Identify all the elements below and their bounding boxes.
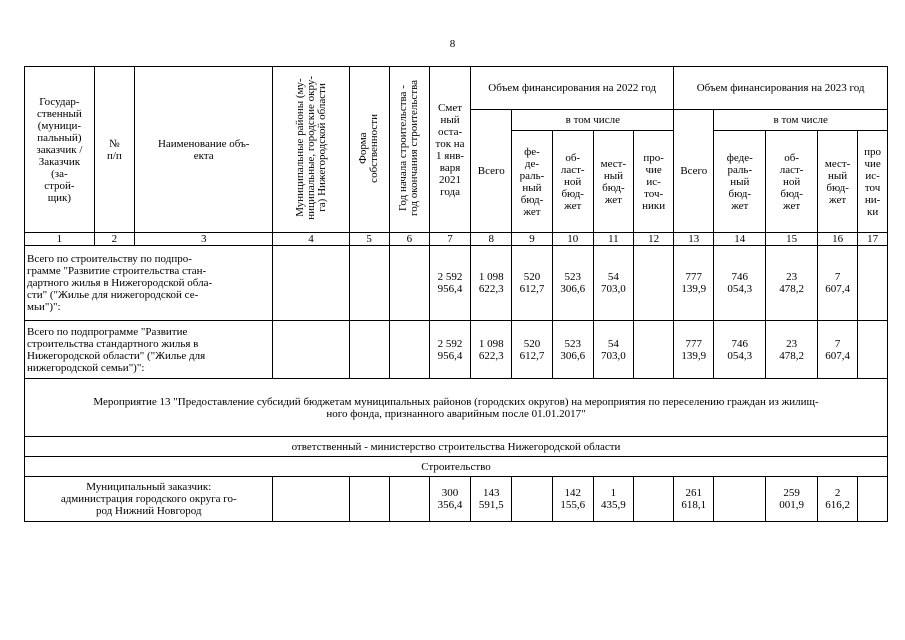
federal-2022-value: 520 612,7 bbox=[512, 246, 552, 321]
header-financing-2023: Объем финансирования на 2023 год bbox=[674, 67, 888, 110]
row-label: Всего по подпрограмме "Развитие строительства стандартного жилья в Нижегородской области" ("Жилье для нижегородской семьи")": bbox=[25, 321, 273, 379]
local-2023-value: 7 607,4 bbox=[818, 321, 858, 379]
column-number: 17 bbox=[858, 233, 888, 246]
table-cell bbox=[273, 321, 349, 379]
table-cell bbox=[349, 477, 389, 522]
header-local-2023: мест- ный бюд- жет bbox=[818, 131, 858, 233]
regional-2023-value: 259 001,9 bbox=[766, 477, 818, 522]
column-number: 8 bbox=[471, 233, 512, 246]
column-number: 6 bbox=[389, 233, 429, 246]
regional-2022-value: 142 155,6 bbox=[552, 477, 593, 522]
row-label: Всего по строительству по подпро- грамме "Развитие строительства стан- дартного жилья в Нижегородской обла- сти" ("Жилье для нижегородской се- мьи")": bbox=[25, 246, 273, 321]
column-number: 11 bbox=[593, 233, 633, 246]
header-regional-2022: об- ласт- ной бюд- жет bbox=[552, 131, 593, 233]
table-row bbox=[25, 437, 888, 457]
federal-2023-value: 746 054,3 bbox=[714, 321, 766, 379]
column-number: 9 bbox=[512, 233, 552, 246]
table-cell bbox=[273, 246, 349, 321]
table-row bbox=[25, 379, 888, 437]
total-2023-value: 261 618,1 bbox=[674, 477, 714, 522]
table-cell bbox=[389, 246, 429, 321]
column-number: 15 bbox=[766, 233, 818, 246]
column-number: 3 bbox=[134, 233, 273, 246]
local-2023-value: 7 607,4 bbox=[818, 246, 858, 321]
header-total-2022: Всего bbox=[471, 110, 512, 233]
local-2022-value: 1 435,9 bbox=[593, 477, 633, 522]
responsible-line: ответственный - министерство строительства Нижегородской области bbox=[25, 437, 888, 457]
construction-section: Строительство bbox=[25, 457, 888, 477]
financing-table bbox=[24, 66, 888, 522]
table-cell bbox=[349, 321, 389, 379]
estimate-value: 2 592 956,4 bbox=[429, 246, 470, 321]
estimate-value: 300 356,4 bbox=[429, 477, 470, 522]
other-2022-value bbox=[633, 321, 673, 379]
column-number: 2 bbox=[94, 233, 134, 246]
column-number: 10 bbox=[552, 233, 593, 246]
total-2022-value: 1 098 622,3 bbox=[471, 321, 512, 379]
column-number: 13 bbox=[674, 233, 714, 246]
column-number: 5 bbox=[349, 233, 389, 246]
total-2023-value: 777 139,9 bbox=[674, 246, 714, 321]
other-2022-value bbox=[633, 477, 673, 522]
header-federal-2022: фе- де- раль- ный бюд- жет bbox=[512, 131, 552, 233]
column-number: 12 bbox=[633, 233, 673, 246]
column-numbers-row bbox=[25, 233, 888, 246]
header-including-2022: в том числе bbox=[512, 110, 674, 131]
header-customer: Государ- ственный (муници- пальный) заказчик / Заказчик (за- строй- щик) bbox=[25, 67, 95, 233]
column-number: 1 bbox=[25, 233, 95, 246]
header-ownership: Форма собственности bbox=[357, 113, 381, 183]
header-financing-2022: Объем финансирования на 2022 год bbox=[471, 67, 674, 110]
header-districts-cell bbox=[273, 67, 349, 233]
header-including-2023: в том числе bbox=[714, 110, 888, 131]
header-districts: Муниципальные районы (му- ниципальные, городские окру- га) Нижегородской области bbox=[293, 76, 328, 220]
event-title: Мероприятие 13 "Предоставление субсидий бюджетам муниципальных районов (городских округов) на мероприятия по переселению граждан из жилищ- ного фонда, признанного аварийным после 01.01.2017" bbox=[25, 379, 888, 437]
row-label: Муниципальный заказчик: администрация городского округа го- род Нижний Новгород bbox=[25, 477, 273, 522]
total-2022-value: 143 591,5 bbox=[471, 477, 512, 522]
table-cell bbox=[349, 246, 389, 321]
total-2022-value: 1 098 622,3 bbox=[471, 246, 512, 321]
column-number: 14 bbox=[714, 233, 766, 246]
header-federal-2023: феде- раль- ный бюд- жет bbox=[714, 131, 766, 233]
header-object-name: Наименование объ- екта bbox=[134, 67, 273, 233]
regional-2022-value: 523 306,6 bbox=[552, 246, 593, 321]
header-other-2023: про чие ис- точ ни- ки bbox=[858, 131, 888, 233]
header-number: № п/п bbox=[94, 67, 134, 233]
other-2023-value bbox=[858, 321, 888, 379]
table-cell bbox=[273, 477, 349, 522]
table-row bbox=[25, 477, 888, 522]
table-cell bbox=[389, 477, 429, 522]
other-2023-value bbox=[858, 246, 888, 321]
federal-2022-value bbox=[512, 477, 552, 522]
header-years: Год начала строительства - год окончания строительства bbox=[397, 80, 421, 216]
other-2023-value bbox=[858, 477, 888, 522]
federal-2023-value: 746 054,3 bbox=[714, 246, 766, 321]
header-ownership-cell bbox=[349, 67, 389, 233]
header-years-cell bbox=[389, 67, 429, 233]
local-2023-value: 2 616,2 bbox=[818, 477, 858, 522]
table-row bbox=[25, 246, 888, 321]
other-2022-value bbox=[633, 246, 673, 321]
local-2022-value: 54 703,0 bbox=[593, 246, 633, 321]
header-regional-2023: об- ласт- ной бюд- жет bbox=[766, 131, 818, 233]
header-estimate-balance: Смет ный оста- ток на 1 янв- варя 2021 года bbox=[429, 67, 470, 233]
header-total-2023: Всего bbox=[674, 110, 714, 233]
estimate-value: 2 592 956,4 bbox=[429, 321, 470, 379]
regional-2023-value: 23 478,2 bbox=[766, 321, 818, 379]
regional-2022-value: 523 306,6 bbox=[552, 321, 593, 379]
column-number: 7 bbox=[429, 233, 470, 246]
header-other-2022: про- чие ис- точ- ники bbox=[633, 131, 673, 233]
page-number: 8 bbox=[449, 38, 456, 50]
federal-2023-value bbox=[714, 477, 766, 522]
column-number: 4 bbox=[273, 233, 349, 246]
total-2023-value: 777 139,9 bbox=[674, 321, 714, 379]
column-number: 16 bbox=[818, 233, 858, 246]
regional-2023-value: 23 478,2 bbox=[766, 246, 818, 321]
local-2022-value: 54 703,0 bbox=[593, 321, 633, 379]
table-cell bbox=[389, 321, 429, 379]
table-row bbox=[25, 457, 888, 477]
header-local-2022: мест- ный бюд- жет bbox=[593, 131, 633, 233]
federal-2022-value: 520 612,7 bbox=[512, 321, 552, 379]
table-row bbox=[25, 321, 888, 379]
